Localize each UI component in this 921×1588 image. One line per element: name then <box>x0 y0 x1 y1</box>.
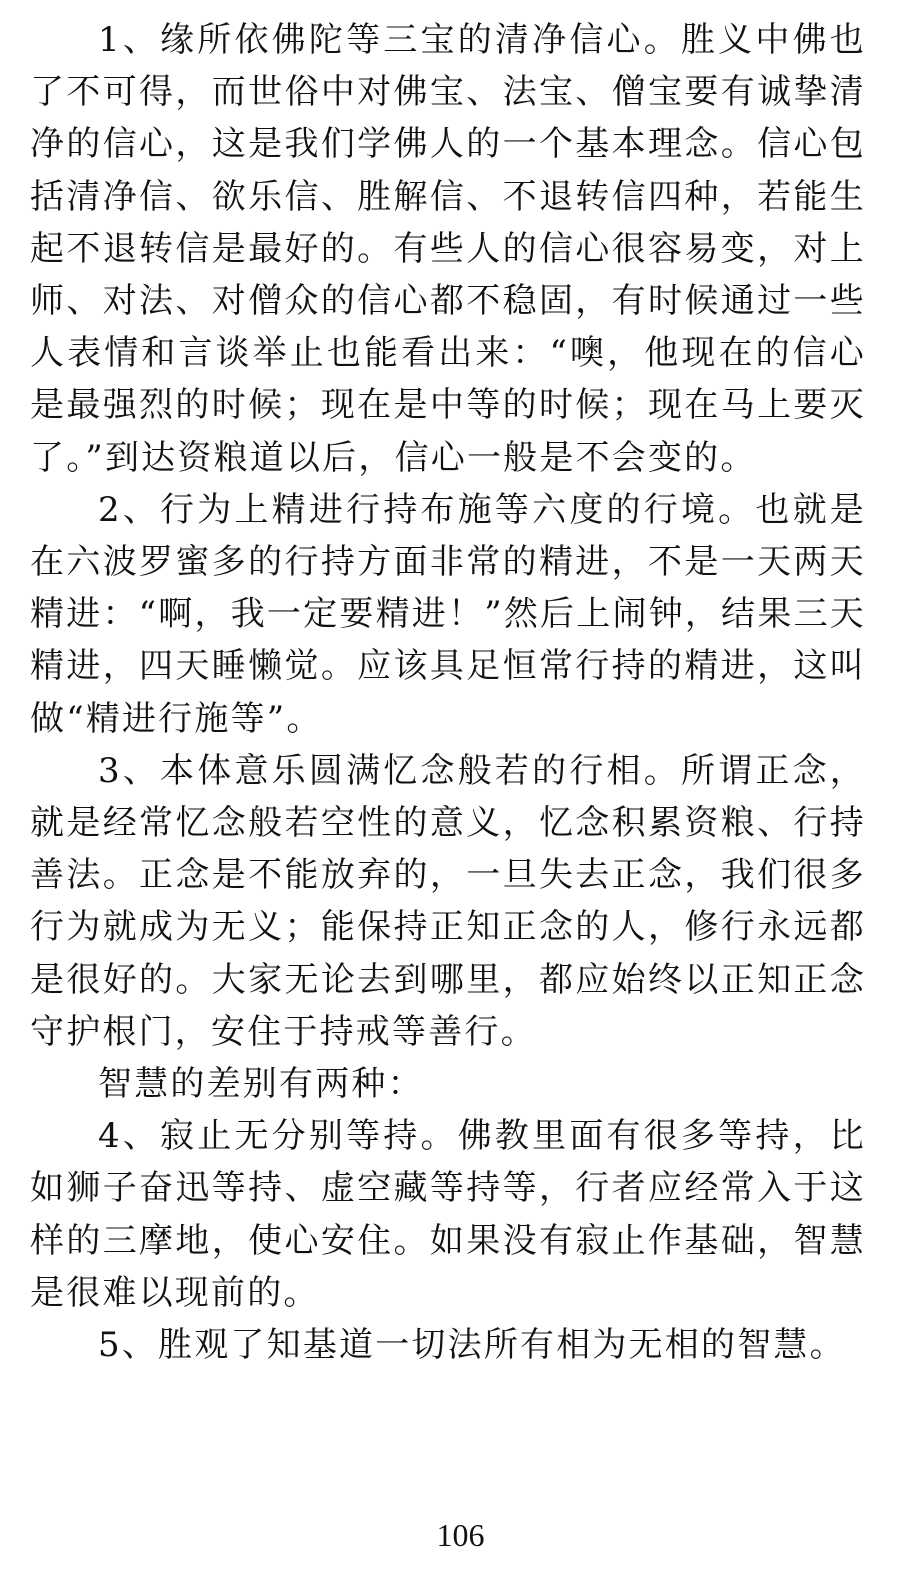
paragraph-vipashyana: 5、胜观了知基道一切法所有相为无相的智慧。 <box>98 1325 846 1366</box>
paragraph-faith: 1、缘所依佛陀等三宝的清净信心。胜义中佛也了不可得，而世俗中对佛宝、法宝、僧宝要有诚挚清净的信心，这是我们学佛人的一个基本理念。信心包括清净信、欲乐信、胜解信、不退转信四种，若能生起不退转信是最好的。有些人的信心很容易变，对上师、对法、对僧众的信心都不稳固，有时候通过一些人表情和言谈举止也能看出来：“噢，他现在的信心是最强烈的时候；现在是中等的时候；现在马上要灭了。”到达资粮道以后，信心一般是不会变的。 <box>30 20 866 478</box>
page-number: 106 <box>436 1517 485 1553</box>
paragraph-mindfulness: 3、本体意乐圆满忆念般若的行相。所谓正念，就是经常忆念般若空性的意义，忆念积累资粮、行持善法。正念是不能放弃的，一旦失去正念，我们很多行为就成为无义；能保持正知正念的人，修行永远都是很好的。大家无论去到哪里，都应始终以正知正念守护根门，安住于持戒等善行。 <box>30 750 866 1052</box>
paragraph-diligence: 2、行为上精进行持布施等六度的行境。也就是在六波罗蜜多的行持方面非常的精进，不是一天两天精进：“啊，我一定要精进！”然后上闹钟，结果三天精进，四天睡懒觉。应该具足恒常行持的精进，这叫做“精进行施等”。 <box>30 489 866 739</box>
paragraph-shamatha: 4、寂止无分别等持。佛教里面有很多等持，比如狮子奋迅等持、虚空藏等持等，行者应经常入于这样的三摩地，使心安住。如果没有寂止作基础，智慧是很难以现前的。 <box>30 1116 866 1313</box>
body-text <box>30 14 866 1371</box>
paragraph-wisdom-intro: 智慧的差别有两种： <box>98 1064 424 1105</box>
